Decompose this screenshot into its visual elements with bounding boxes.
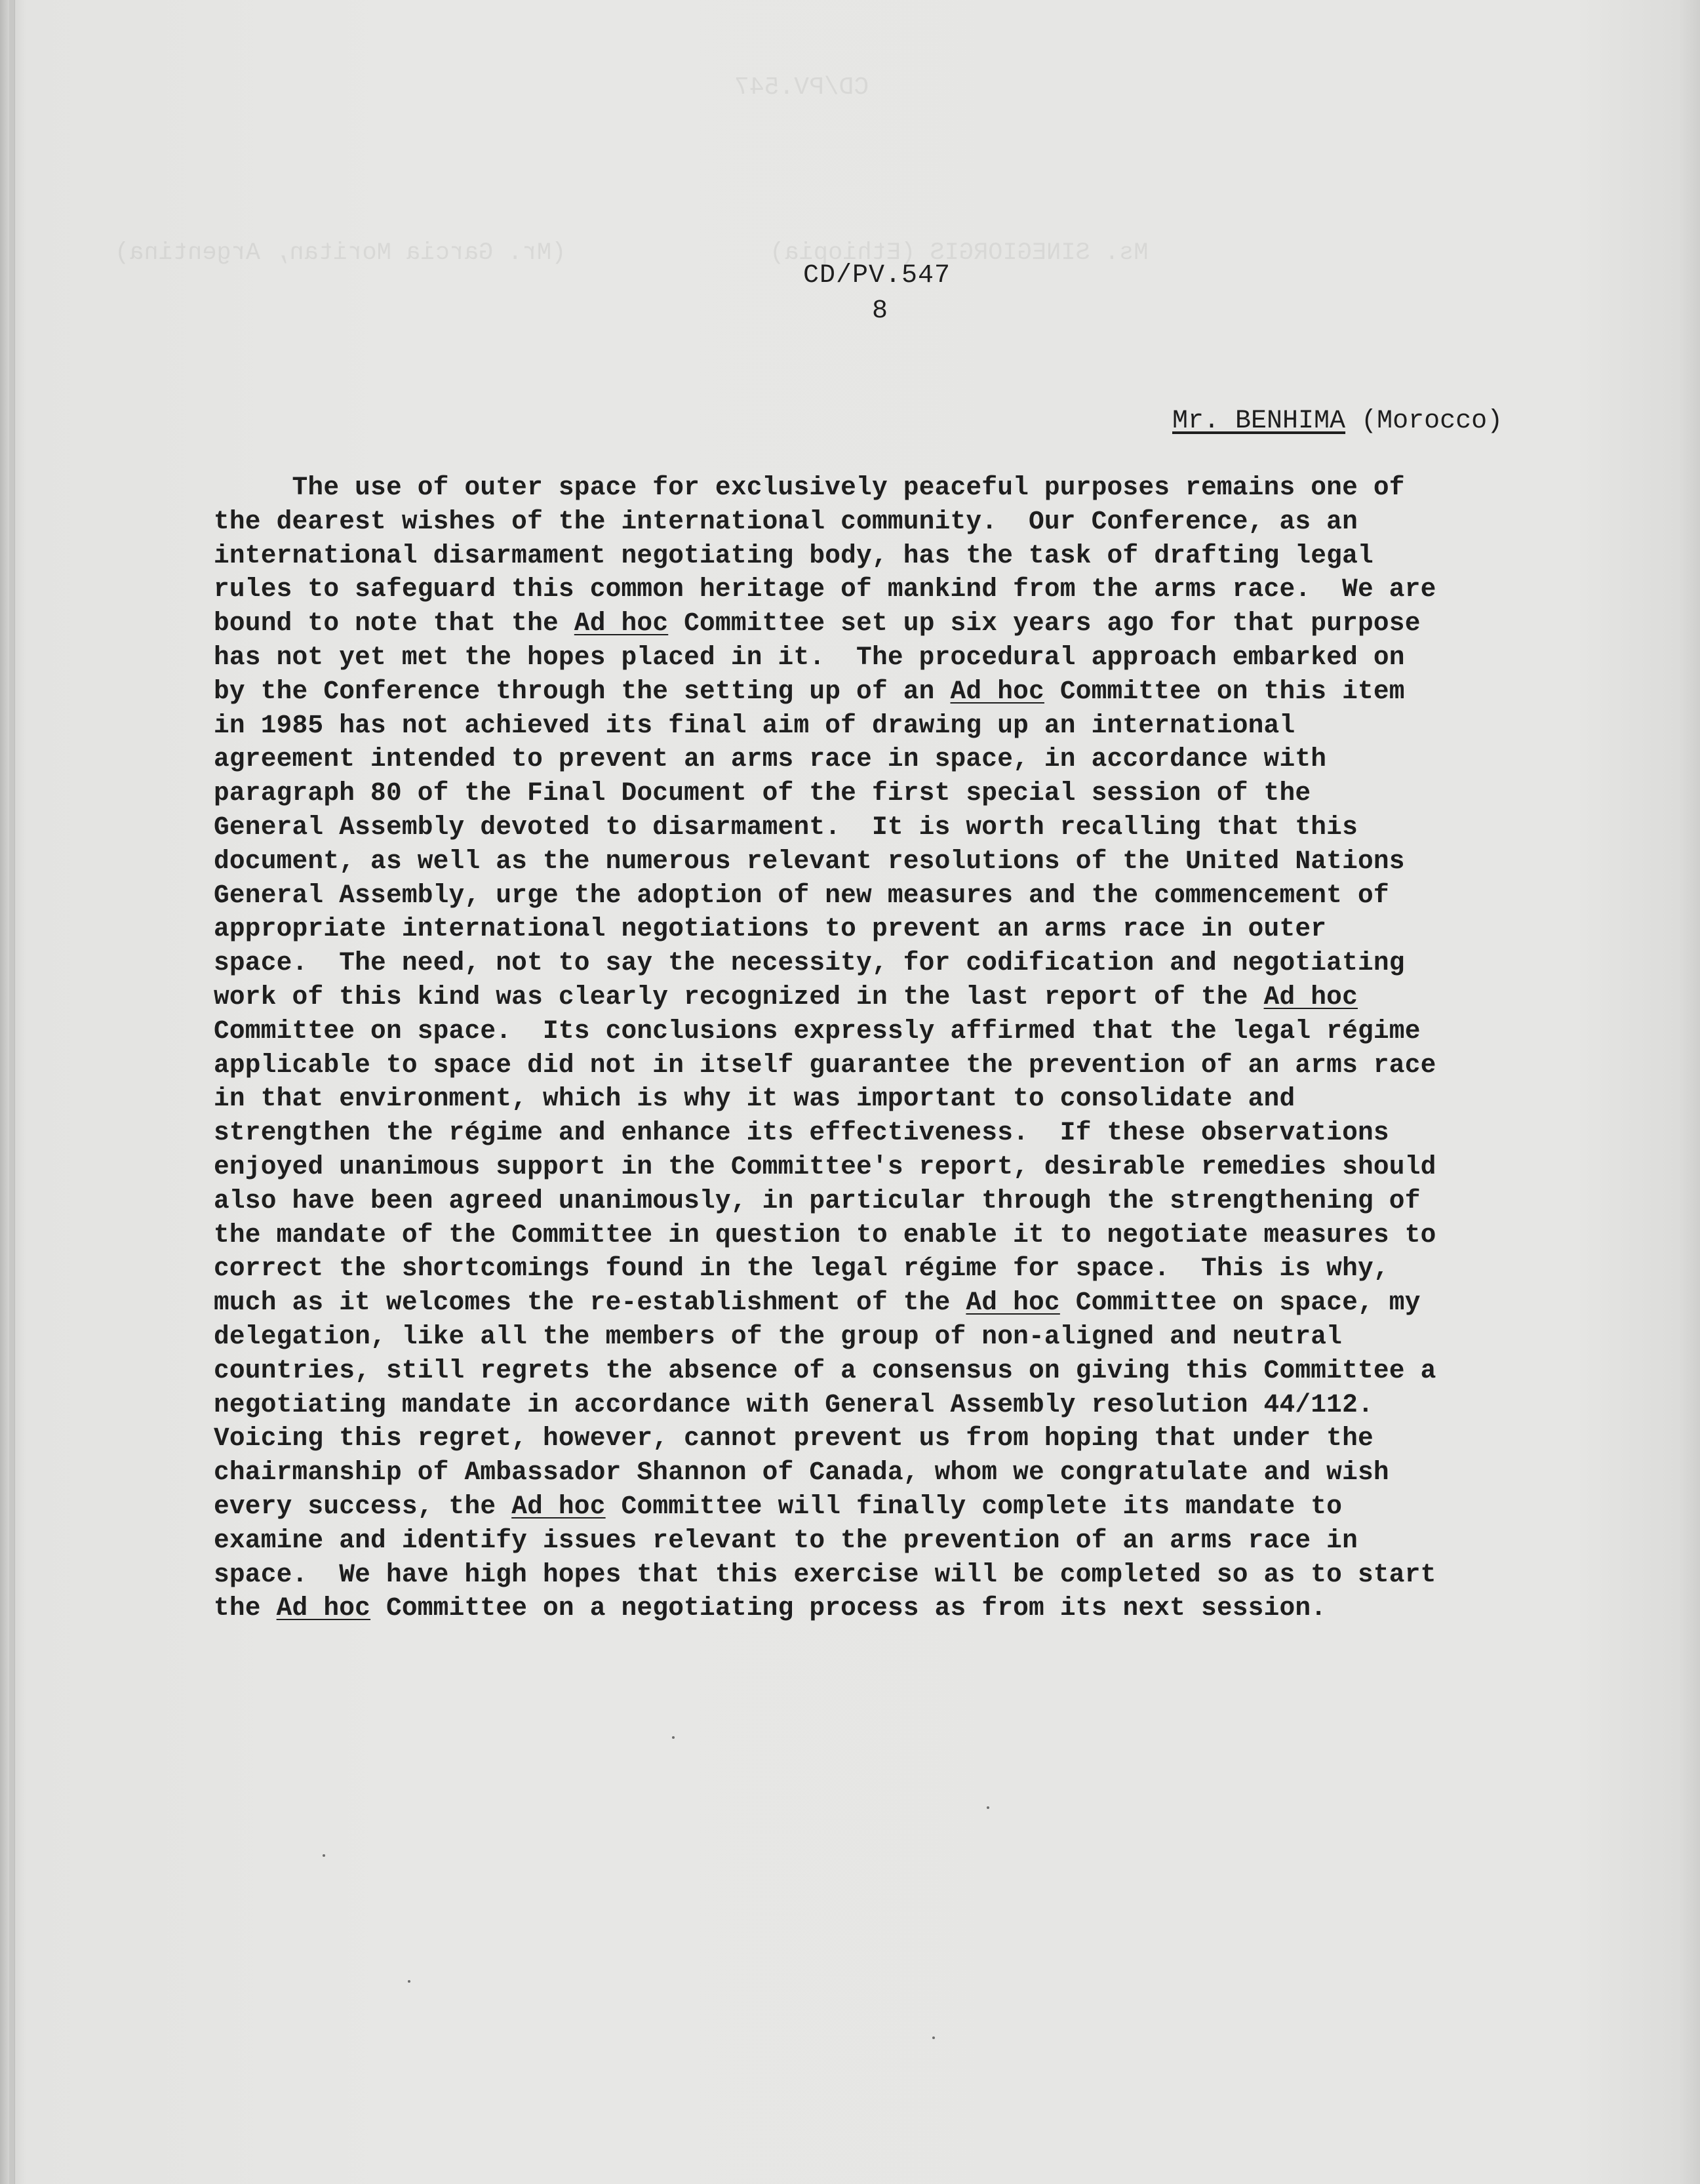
text-segment: every success, the <box>214 1491 512 1521</box>
ad-hoc-term: Ad hoc <box>574 608 669 639</box>
text-line: chairmanship of Ambassador Shannon of Canada, whom we congratulate and wish <box>214 1458 1389 1488</box>
text-line: negotiating mandate in accordance with General Assembly resolution 44/112. <box>214 1389 1374 1420</box>
text-line: paragraph 80 of the Final Document of the first special session of the <box>214 778 1311 808</box>
scan-speck <box>987 1806 989 1809</box>
text-segment: Committee on this item <box>1044 676 1405 706</box>
ad-hoc-term: Ad hoc <box>950 676 1044 706</box>
ad-hoc-term: Ad hoc <box>966 1288 1060 1318</box>
text-line: examine and identify issues relevant to the prevention of an arms race in <box>214 1525 1358 1555</box>
text-line: applicable to space did not in itself guarantee the prevention of an arms race <box>214 1050 1436 1080</box>
text-segment: Committee set up six years ago for that purpose <box>668 608 1421 639</box>
statement-body <box>214 471 1564 1625</box>
text-segment: much as it welcomes the re-establishment of the <box>214 1288 966 1318</box>
speaker-name: Mr. BENHIMA <box>1172 407 1346 436</box>
binding-edge <box>9 0 15 2184</box>
text-line <box>214 606 1564 641</box>
text-line: Committee on space. Its conclusions expressly affirmed that the legal régime <box>214 1016 1421 1046</box>
text-line: correct the shortcomings found in the legal régime for space. This is why, <box>214 1254 1389 1284</box>
text-line: countries, still regrets the absence of a consensus on giving this Committee a <box>214 1355 1436 1385</box>
text-line: appropriate international negotiations to prevent an arms race in outer <box>214 914 1327 944</box>
text-line <box>214 1490 1564 1524</box>
speaker-country: (Morocco) <box>1361 407 1503 436</box>
text-line: has not yet met the hopes placed in it. The procedural approach embarked on <box>214 642 1405 672</box>
text-segment: Committee on a negotiating process as from its next session. <box>370 1593 1327 1623</box>
scan-speck <box>323 1854 325 1857</box>
text-line: rules to safeguard this common heritage of mankind from the arms race. We are <box>214 574 1436 605</box>
text-line <box>214 1286 1564 1320</box>
text-line: also have been agreed unanimously, in particular through the strengthening of <box>214 1185 1421 1216</box>
bleed-through-text: CD/PV.547 <box>734 73 869 102</box>
text-line: delegation, like all the members of the group of non-aligned and neutral <box>214 1321 1343 1351</box>
text-line: Voicing this regret, however, cannot prevent us from hoping that under the <box>214 1423 1374 1454</box>
scan-speck <box>932 2036 935 2039</box>
text-line <box>214 675 1564 709</box>
bleed-through-text: Ms. SINEGIORGIS (Ethiopia) (Mr. Garcia Moritan, Argentina) <box>115 239 1149 267</box>
ad-hoc-term: Ad hoc <box>276 1593 371 1623</box>
text-line: General Assembly, urge the adoption of new measures and the commencement of <box>214 880 1389 910</box>
text-line <box>214 980 1564 1014</box>
text-line: international disarmament negotiating body, has the task of drafting legal <box>214 540 1374 570</box>
text-line: in 1985 has not achieved its final aim of drawing up an international <box>214 710 1295 740</box>
text-line: space. The need, not to say the necessity, for codification and negotiating <box>214 948 1405 978</box>
text-line: strengthen the régime and enhance its effectiveness. If these observations <box>214 1118 1389 1148</box>
text-line: the mandate of the Committee in question to enable it to negotiate measures to <box>214 1220 1436 1250</box>
text-segment: Committee will finally complete its mandate to <box>605 1491 1343 1521</box>
speaker-heading <box>1172 407 1503 436</box>
text-segment: Committee on space, my <box>1059 1288 1421 1318</box>
text-segment: work of this kind was clearly recognized in the last report of the <box>214 982 1264 1012</box>
text-segment: the <box>214 1593 277 1623</box>
document-symbol: CD/PV.547 <box>803 261 951 290</box>
ad-hoc-term: Ad hoc <box>1263 982 1358 1012</box>
text-line: The use of outer space for exclusively peaceful purposes remains one of <box>214 473 1405 502</box>
text-line: the dearest wishes of the international community. Our Conference, as an <box>214 506 1358 536</box>
page-number: 8 <box>872 296 888 326</box>
text-line: document, as well as the numerous relevant resolutions of the United Nations <box>214 846 1405 876</box>
scan-speck <box>672 1736 675 1739</box>
text-line: agreement intended to prevent an arms race in space, in accordance with <box>214 744 1327 774</box>
text-line: General Assembly devoted to disarmament. It is worth recalling that this <box>214 812 1358 842</box>
ad-hoc-term: Ad hoc <box>511 1491 606 1521</box>
text-line <box>214 1591 1564 1625</box>
text-segment: bound to note that the <box>214 608 574 639</box>
text-segment: by the Conference through the setting up of an <box>214 676 951 706</box>
text-line: space. We have high hopes that this exercise will be completed so as to start <box>214 1559 1436 1589</box>
text-line: enjoyed unanimous support in the Committee's report, desirable remedies should <box>214 1151 1436 1181</box>
scan-speck <box>408 1980 410 1983</box>
text-line: in that environment, which is why it was important to consolidate and <box>214 1084 1295 1114</box>
